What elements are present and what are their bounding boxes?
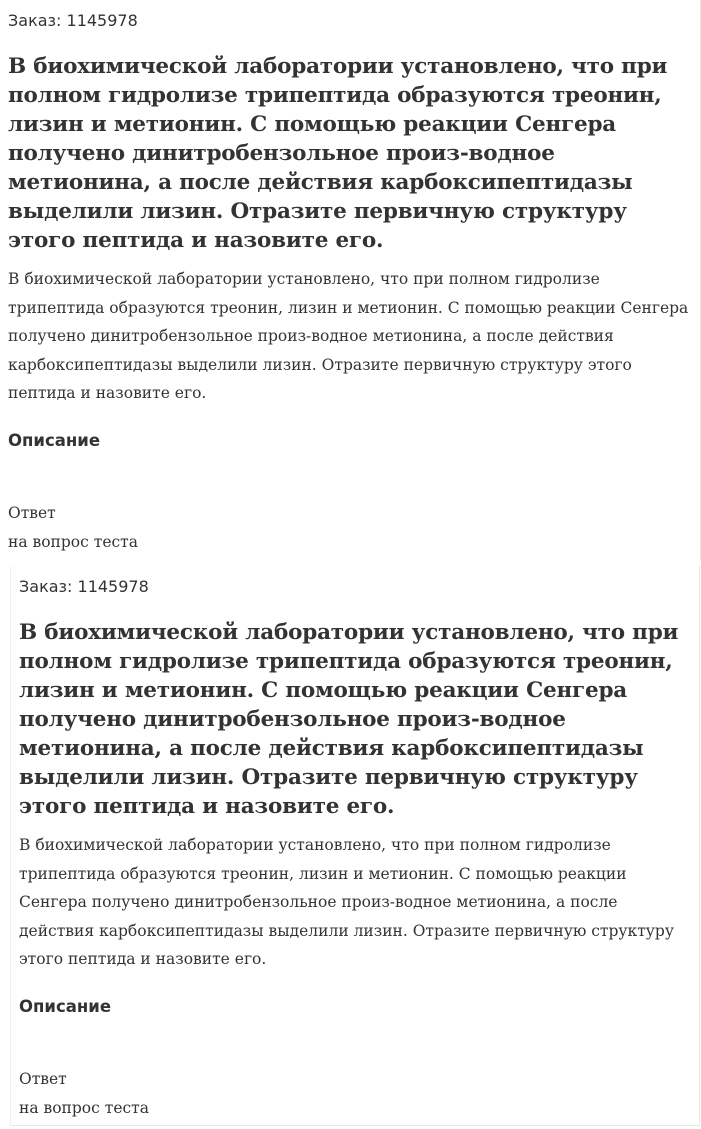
order-number: Заказ: 1145978 xyxy=(8,11,138,30)
question-title: В биохимической лаборатории установлено, что при полном гидролизе трипептида образуются треонин, лизин и метионин. С помощью реакции Сенгера получено динитробензольное произ-водное метионина, а после действия карбоксипептидазы выделили лизин. Отразите первичную структуру этого пептида и назовите его. xyxy=(8,54,668,253)
question-body: В биохимической лаборатории установлено, что при полном гидролизе трипептида образуются треонин, лизин и метионин. С помощью реакции Сенгера получено динитробензольное произ-водное метионина, а после действия карбоксипептидазы выделили лизин. Отразите первичную структуру этого пептида и назовите его. xyxy=(8,270,689,402)
answer-label: Ответ xyxy=(8,503,56,522)
description-heading: Описание xyxy=(19,996,112,1016)
answer-label: Ответ xyxy=(19,1069,67,1088)
order-card-2 xyxy=(10,566,700,1126)
order-card-1 xyxy=(0,0,701,560)
test-question-label: на вопрос теста xyxy=(19,1098,149,1117)
order-number: Заказ: 1145978 xyxy=(19,577,149,596)
test-question-label: на вопрос теста xyxy=(8,532,138,551)
question-body: В биохимической лаборатории установлено, что при полном гидролизе трипептида образуются треонин, лизин и метионин. С помощью реакции Сенгера получено динитробензольное произ-водное метионина, а после действия карбоксипептидазы выделили лизин. Отразите первичную структуру этого пептида и назовите его. xyxy=(19,836,674,968)
description-heading: Описание xyxy=(8,430,101,450)
question-title: В биохимической лаборатории установлено, что при полном гидролизе трипептида образуются треонин, лизин и метионин. С помощью реакции Сенгера получено динитробензольное произ-водное метионина, а после действия карбоксипептидазы выделили лизин. Отразите первичную структуру этого пептида и назовите его. xyxy=(19,620,679,819)
